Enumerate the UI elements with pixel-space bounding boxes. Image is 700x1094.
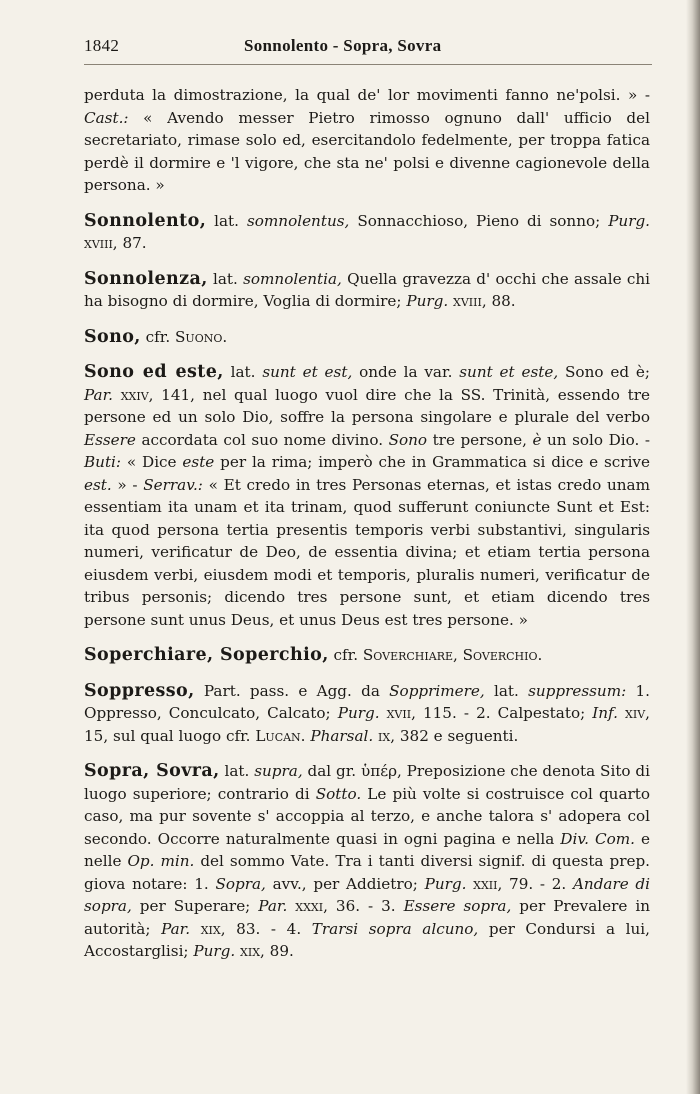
entry-sono-ed-este: Sono ed este, lat. sunt et est, onde la var. sunt et este, Sono ed è; Par. xxiv, 141, nel qual luogo vuol dire che la SS. Trinità, essendo tre persone ed un solo Dio, soffre la persona singolare e plurale del verbo Essere accordata col suo nome divino. Sono tre persone, è un solo Dio. - Buti: « Dice este per la rima; imperò che in Grammatica si dice e scrive est. » - Serrav.: « Et credo in tres Personas eternas, et istas credo unam essentiam ita unam et ita trinam, quod sufferunt coniuncte Sunt et Est: ita quod persona tertia presentis temporis verbi substantivi, singularis numeri, verificatur de Deo, de essentia divina; et etiam tertia persona eiusdem verbi, eiusdem modi et temporis, pluralis numeri, verificatur de tribus personis; dicendo tres persone sunt, et etiam dicendo tres persone sunt unus Deus, et unus Deus est tres persone. »: [84, 362, 650, 629]
headword: Soppresso,: [84, 680, 195, 701]
headword: Sono,: [84, 326, 141, 347]
dictionary-text: [84, 84, 650, 963]
header-rule: [84, 64, 652, 65]
entry-soperchiare: Soperchiare, Soperchio, cfr. Soverchiare, Soverchio.: [84, 645, 543, 665]
header-title: Sonnolento - Sopra, Sovra: [244, 36, 442, 55]
headword: Sopra, Sovra,: [84, 761, 220, 781]
greek-word: ὑπέρ,: [360, 762, 402, 780]
headword: Sonnolenza,: [84, 268, 208, 289]
headword: Soperchiare, Soperchio,: [84, 645, 329, 665]
page-edge-shadow: [686, 0, 700, 1094]
cross-reference: Soverchiare, Soverchio.: [362, 646, 543, 664]
entry-sonnolento: Sonnolento, lat. somnolentus, Sonnacchioso, Pieno di sonno; Purg. xviii, 87.: [84, 210, 651, 252]
headword: Sono ed este,: [84, 362, 224, 382]
entry-soppresso: Soppresso, Part. pass. e Agg. da Sopprimere, lat. suppressum: 1. Oppresso, Conculcato, Calcato; Purg. xvii, 115. - 2. Calpestato; Inf. xiv, 15, sul qual luogo cfr. Lucan. Pharsal. ix, 382 e seguenti.: [84, 680, 651, 745]
entry-sopra: Sopra, Sovra, lat. supra, dal gr. ὑπέρ, Preposizione che denota Sito di luogo superiore; contrario di Sotto. Le più volte si costruisce col quarto caso, ma pur sovente s' accoppia al terzo, e anche talora s' adopera col secondo. Occorre naturalmente quasi in ogni pagina e nella Div. Com. e nelle Op. min. del sommo Vate. Tra i tanti diversi signif. di questa prep. giova notare: 1. Sopra, avv., per Addietro; Purg. xxii, 79. - 2. Andare di sopra, per Superare; Par. xxxi, 36. - 3. Essere sopra, per Prevalere in autorità; Par. xix, 83. - 4. Trarsi sopra alcuno, per Condursi a lui, Accostarglisi; Purg. xix, 89.: [84, 761, 651, 960]
continuation-paragraph: perduta la dimostrazione, la qual de' lor movimenti fanno ne'polsi. » - Cast.: « Avendo messer Pietro rimosso ognuno dall' ufficio del secretariato, rimase solo ed, esercitandolo fedelmente, per troppa fatica perdè il dormire e 'l vigore, che sta ne' polsi e divenne cagionevole della persona. »: [84, 86, 650, 194]
page-number: 1842: [84, 36, 120, 55]
cross-reference: Suono.: [175, 327, 228, 346]
headword: Sonnolento,: [84, 210, 207, 231]
running-head: [84, 36, 652, 60]
entry-sonnolenza: Sonnolenza, lat. somnolentia, Quella gravezza d' occhi che assale chi ha bisogno di dormire, Voglia di dormire; Purg. xviii, 88.: [84, 268, 650, 310]
entry-sono: Sono, cfr. Suono.: [84, 326, 228, 347]
